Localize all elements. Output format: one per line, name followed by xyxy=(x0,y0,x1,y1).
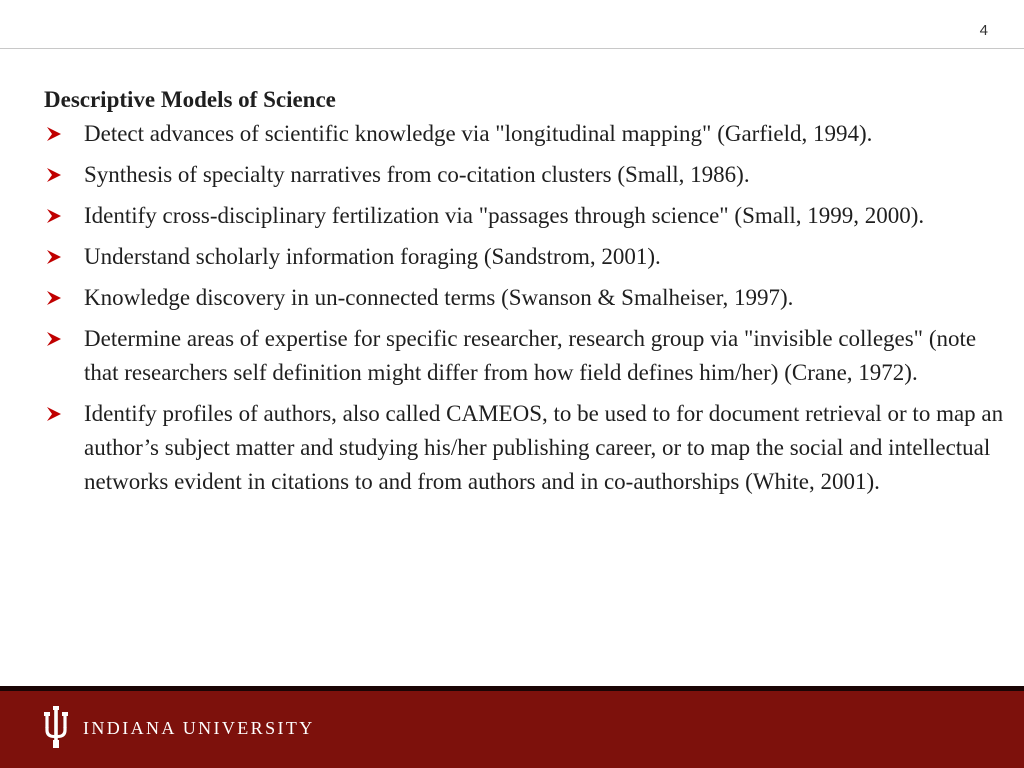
slide-content xyxy=(44,84,1004,506)
arrow-bullet-icon xyxy=(46,249,62,265)
university-name: INDIANA UNIVERSITY xyxy=(83,718,315,738)
bullet-text: Synthesis of specialty narratives from co-citation clusters (Small, 1986). xyxy=(84,162,750,187)
bullet-item xyxy=(44,158,1004,192)
page-number: 4 xyxy=(979,22,988,39)
bullet-text: Understand scholarly information foraging (Sandstrom, 2001). xyxy=(84,244,661,269)
arrow-bullet-icon xyxy=(46,406,62,422)
bullet-item xyxy=(44,117,1004,151)
bullet-text: Knowledge discovery in un-connected terms (Swanson & Smalheiser, 1997). xyxy=(84,285,794,310)
arrow-bullet-icon xyxy=(46,331,62,347)
bullet-text: Identify profiles of authors, also called CAMEOS, to be used to for document retrieval or to map an author’s subject matter and studying his/her publishing career, or to map the social and intellectual networks evident in citations to and from authors and in co-authorships (White, 2001). xyxy=(84,401,1004,494)
arrow-bullet-icon xyxy=(46,167,62,183)
bullet-item xyxy=(44,199,1004,233)
bullet-item xyxy=(44,322,1004,390)
iu-trident-logo-icon xyxy=(42,706,70,748)
arrow-bullet-icon xyxy=(46,208,62,224)
top-divider xyxy=(0,48,1024,49)
arrow-bullet-icon xyxy=(46,290,62,306)
bullet-text: Determine areas of expertise for specific researcher, research group via "invisible colleges" (note that researchers self definition might differ from how field defines him/her) (Crane, 1972). xyxy=(84,326,977,385)
bullet-item xyxy=(44,397,1004,499)
bullet-text: Identify cross-disciplinary fertilization via "passages through science" (Small, 1999, 2000). xyxy=(84,203,925,228)
slide-heading: Descriptive Models of Science xyxy=(44,87,336,112)
bullet-text: Detect advances of scientific knowledge via "longitudinal mapping" (Garfield, 1994). xyxy=(84,121,873,146)
arrow-bullet-icon xyxy=(46,126,62,142)
bullet-item xyxy=(44,281,1004,315)
bullet-list xyxy=(44,117,1004,499)
footer-band xyxy=(0,691,1024,768)
bullet-item xyxy=(44,240,1004,274)
